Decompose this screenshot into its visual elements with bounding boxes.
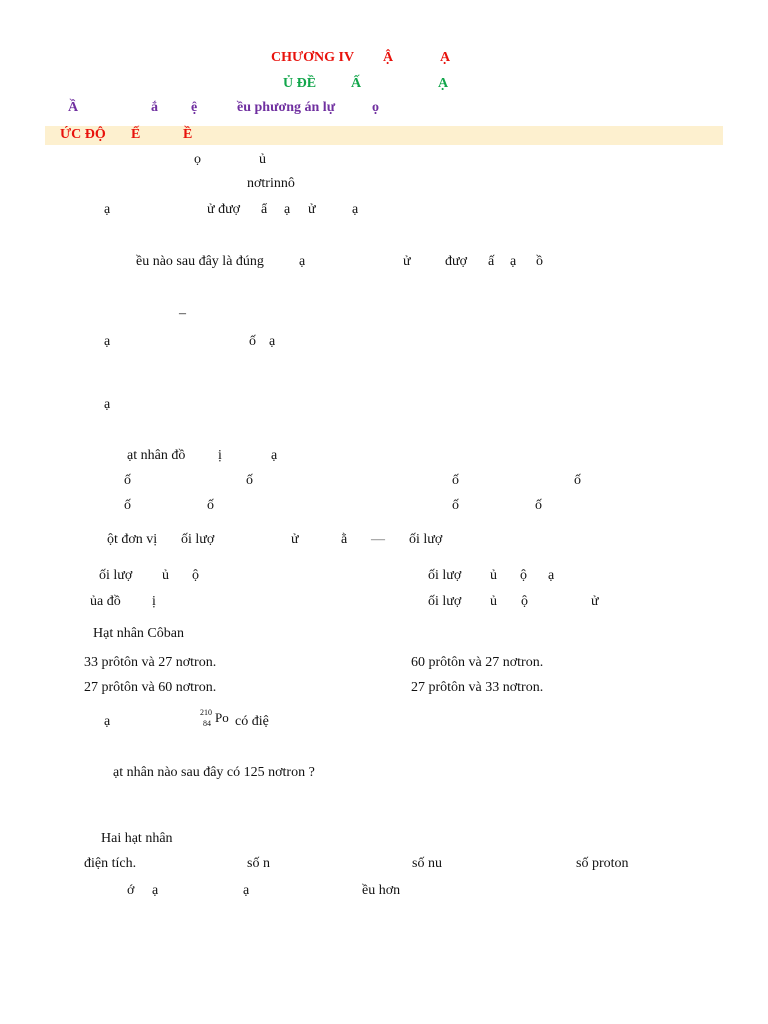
text-fragment: ột đơn vị	[107, 532, 158, 547]
answer-fragment: ố	[535, 498, 542, 513]
answer-option: số n	[247, 856, 270, 871]
element-symbol: Po	[215, 710, 229, 725]
text-fragment: ủ	[259, 152, 266, 167]
topic-title: Ủ ĐỀ	[283, 76, 317, 91]
topic-heading	[0, 75, 768, 93]
dash-fragment: —	[371, 532, 385, 547]
question-line	[0, 713, 768, 731]
answer-fragment: ố	[574, 473, 581, 488]
answer-row	[0, 472, 768, 490]
text-fragment: ử	[403, 254, 411, 269]
instruction-fragment: Ầ	[68, 100, 79, 115]
text-fragment: ạ	[152, 883, 159, 898]
question-text: Hạt nhân Côban	[93, 626, 184, 641]
answer-fragment: ố	[207, 498, 214, 513]
body-line	[0, 201, 768, 219]
answer-fragment: ộ	[520, 568, 527, 583]
answer-row	[0, 567, 768, 585]
answer-fragment: ủ	[162, 568, 169, 583]
text-fragment: ạ	[269, 334, 276, 349]
answer-row	[0, 679, 768, 697]
body-line	[0, 333, 768, 351]
answer-row	[0, 497, 768, 515]
question-text: ạt nhân nào sau đây có 125 nơtron ?	[113, 765, 315, 780]
chapter-heading	[0, 49, 768, 67]
text-fragment: ạ	[510, 254, 517, 269]
answer-fragment: ộ	[521, 594, 528, 609]
text-fragment: ử	[308, 202, 316, 217]
text-fragment: đượ	[445, 254, 467, 269]
answer-fragment: ị	[152, 594, 156, 609]
answer-fragment: ối lượ	[99, 568, 133, 583]
text-fragment: ớ	[127, 883, 135, 898]
text-fragment: ồ	[536, 254, 543, 269]
chapter-title: CHƯƠNG IV	[271, 50, 355, 65]
text-fragment: ằ	[341, 532, 348, 547]
answer-option: số proton	[576, 856, 629, 871]
text-fragment: ị	[218, 448, 222, 463]
topic-fragment: Ạ	[438, 76, 449, 91]
text-fragment: ối lượ	[181, 532, 215, 547]
body-line	[0, 447, 768, 465]
answer-fragment: ố	[124, 498, 131, 513]
answer-row	[0, 593, 768, 611]
atomic-number: 84	[203, 719, 211, 728]
instruction-line	[0, 99, 768, 117]
answer-fragment: ố	[452, 498, 459, 513]
text-fragment: ạ	[299, 254, 306, 269]
answer-fragment: ử	[591, 594, 599, 609]
text-fragment: có điệ	[235, 714, 269, 729]
answer-option: điện tích.	[84, 856, 137, 871]
answer-fragment: ủ	[490, 568, 497, 583]
question-text: Hai hạt nhân	[101, 831, 173, 846]
answer-option: 27 prôtôn và 60 nơtron.	[84, 680, 217, 695]
instruction-fragment: ắ	[151, 100, 158, 115]
question-line	[0, 625, 768, 643]
answer-fragment: ủ	[490, 594, 497, 609]
answer-row	[0, 654, 768, 672]
text-fragment: ố	[249, 334, 256, 349]
text-fragment: ạ	[284, 202, 291, 217]
answer-fragment: ố	[124, 473, 131, 488]
body-line	[0, 305, 768, 323]
level-fragment: Ế	[131, 127, 141, 142]
chapter-fragment: Ậ	[383, 50, 394, 65]
text-fragment: ạ	[243, 883, 250, 898]
text-fragment: ạ	[104, 397, 111, 412]
topic-fragment: Ấ	[351, 76, 362, 91]
nuclide-symbol	[199, 706, 233, 732]
answer-option: 60 prôtôn và 27 nơtron.	[411, 655, 544, 670]
text-fragment: ạ	[104, 714, 111, 729]
instruction-fragment: ọ	[372, 100, 379, 115]
level-label: ỨC ĐỘ	[60, 127, 106, 142]
answer-fragment: ối lượ	[428, 594, 462, 609]
answer-fragment: ố	[246, 473, 253, 488]
body-line	[0, 882, 768, 900]
answer-fragment: ạ	[548, 568, 555, 583]
text-fragment: ử	[291, 532, 299, 547]
body-line	[0, 531, 768, 549]
answer-option: số nu	[412, 856, 442, 871]
answer-fragment: ộ	[192, 568, 199, 583]
dash-fragment: –	[179, 306, 186, 321]
chapter-fragment: Ạ	[440, 50, 451, 65]
answer-row	[0, 855, 768, 873]
text-fragment: ối lượ	[409, 532, 443, 547]
question-line	[0, 764, 768, 782]
text-fragment: nơtrinnô	[247, 176, 295, 191]
text-fragment: ạt nhân đồ	[127, 448, 186, 463]
text-fragment: ọ	[194, 152, 201, 167]
answer-fragment: ối lượ	[428, 568, 462, 583]
answer-fragment: ủa đồ	[90, 594, 121, 609]
text-fragment: ều nào sau đây là đúng	[136, 254, 264, 269]
level-fragment: Ề	[183, 127, 193, 142]
level-banner	[45, 126, 723, 145]
body-line	[0, 151, 768, 169]
answer-option: 27 prôtôn và 33 nơtron.	[411, 680, 544, 695]
text-fragment: ẩ	[261, 202, 268, 217]
text-fragment: ử đượ	[207, 202, 241, 217]
body-line	[0, 396, 768, 414]
text-fragment: ạ	[104, 334, 111, 349]
text-fragment: ấ	[488, 254, 495, 269]
text-fragment: ạ	[352, 202, 359, 217]
question-line	[0, 830, 768, 848]
text-fragment: ạ	[271, 448, 278, 463]
instruction-fragment: ều phương án lự	[237, 100, 336, 115]
text-fragment: ều hơn	[362, 883, 401, 898]
body-line	[0, 253, 768, 271]
text-fragment: ạ	[104, 202, 111, 217]
instruction-fragment: ệ	[191, 100, 198, 115]
mass-number: 210	[200, 708, 212, 717]
body-line	[0, 175, 768, 193]
answer-fragment: ố	[452, 473, 459, 488]
answer-option: 33 prôtôn và 27 nơtron.	[84, 655, 217, 670]
